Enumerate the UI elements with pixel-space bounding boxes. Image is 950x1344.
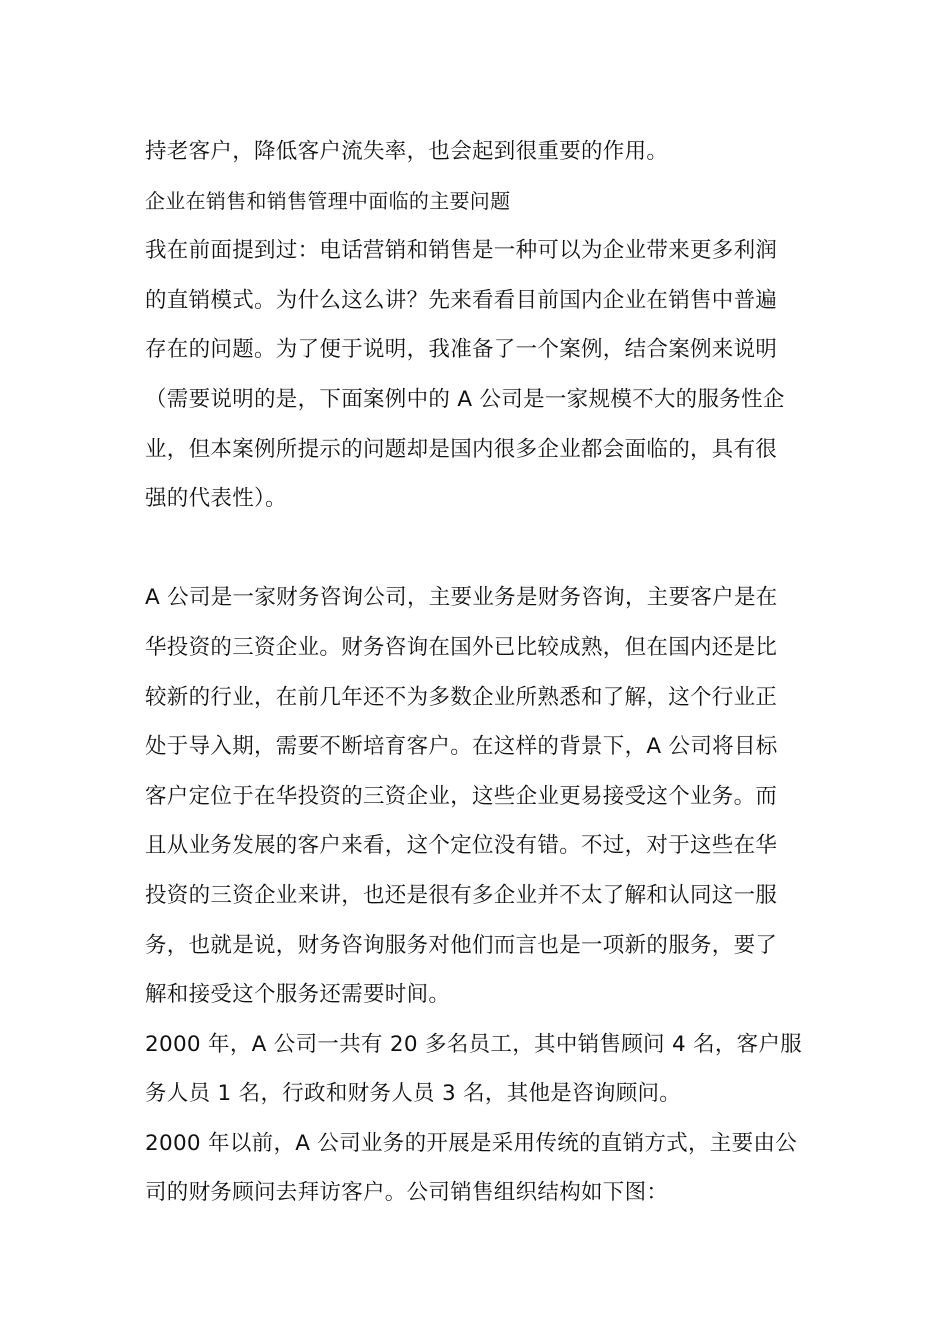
text-line: 强的代表性）。 [145, 486, 287, 512]
text-line: 的直销模式。为什么这么讲？先来看看目前国内企业在销售中普遍 [145, 287, 778, 313]
text-line: 司的财务顾问去拜访客户。公司销售组织结构如下图： [145, 1180, 669, 1206]
text-line: 且从业务发展的客户来看，这个定位没有错。不过，对于这些在华 [145, 833, 778, 859]
heading-text: 企业在销售和销售管理中面临的主要问题 [145, 188, 511, 213]
text-line: 华投资的三资企业。财务咨询在国外已比较成熟，但在国内还是比 [145, 634, 778, 660]
text-line: A 公司是一家财务咨询公司，主要业务是财务咨询，主要客户是在 [145, 585, 778, 611]
document-page [145, 127, 810, 1218]
text-line: 务，也就是说，财务咨询服务对他们而言也是一项新的服务，要了 [145, 932, 778, 958]
text-line: （需要说明的是，下面案例中的 A 公司是一家规模不大的服务性企 [145, 386, 785, 412]
text-line: 客户定位于在华投资的三资企业，这些企业更易接受这个业务。而 [145, 783, 778, 809]
paragraph-3 [145, 573, 810, 1019]
paragraph-4 [145, 1020, 810, 1119]
section-heading [145, 177, 810, 227]
text-line: 处于导入期，需要不断培育客户。在这样的背景下，A 公司将目标 [145, 734, 778, 760]
blank-line [145, 524, 810, 574]
paragraph-5 [145, 1119, 810, 1218]
text-line: 务人员 1 名，行政和财务人员 3 名，其他是咨询顾问。 [145, 1081, 682, 1107]
text-line: 解和接受这个服务还需要时间。 [145, 982, 451, 1008]
paragraph-1 [145, 127, 810, 177]
text-line: 存在的问题。为了便于说明，我准备了一个案例，结合案例来说明 [145, 337, 778, 363]
paragraph-2 [145, 226, 810, 524]
text-line: 业，但本案例所提示的问题却是国内很多企业都会面临的，具有很 [145, 436, 778, 462]
text-line: 我在前面提到过：电话营销和销售是一种可以为企业带来更多利润 [145, 238, 778, 264]
text-line: 较新的行业，在前几年还不为多数企业所熟悉和了解，这个行业正 [145, 684, 778, 710]
text-line: 投资的三资企业来讲，也还是很有多企业并不太了解和认同这一服 [145, 882, 778, 908]
text-line: 持老客户，降低客户流失率，也会起到很重要的作用。 [145, 139, 669, 164]
text-line: 2000 年以前，A 公司业务的开展是采用传统的直销方式，主要由公 [145, 1130, 797, 1156]
text-line: 2000 年，A 公司一共有 20 多名员工，其中销售顾问 4 名，客户服 [145, 1031, 803, 1057]
